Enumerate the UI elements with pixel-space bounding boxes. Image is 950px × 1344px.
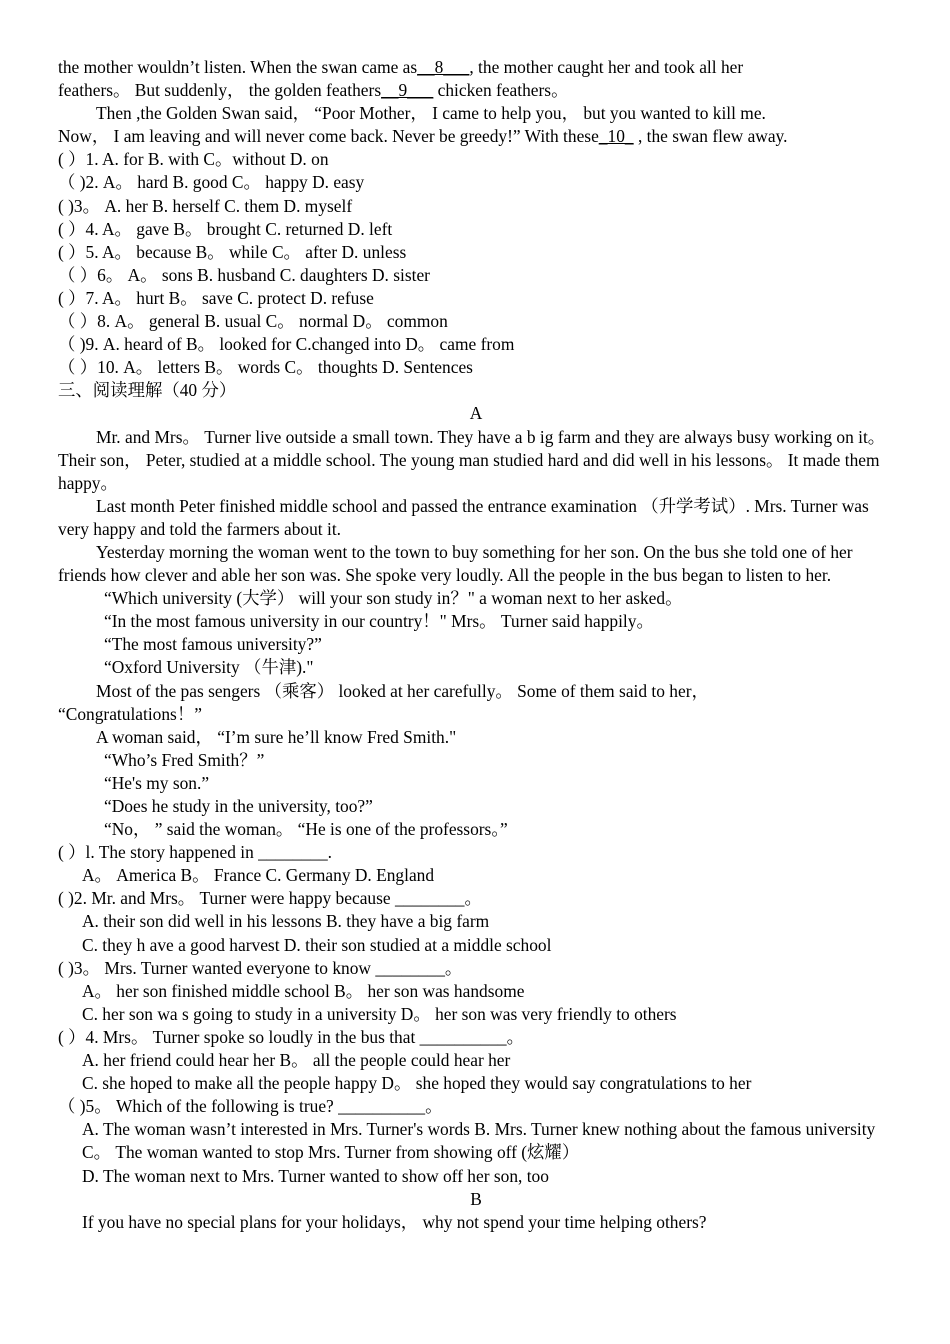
passage-a-para-4: Most of the pas sengers （乘客） looked at her carefully。 Some of them said to her， <box>96 680 709 701</box>
passage-a-para-1: Mr. and Mrs。 Turner live outside a small town. They have a b ig farm and they are always busy working on it。 Their son， Peter, studied at a middle school. The young man studied hard and did well in his lessons。 It made them happy。 <box>58 426 886 493</box>
passage-b-label: B <box>470 1188 482 1209</box>
reading-question-2-options-ab: A. their son did well in his lessons B. they have a big farm <box>82 911 490 932</box>
cloze-question-9: （ )9. A. heard of B。 looked for C.changed into D。 came from <box>58 334 515 355</box>
document-page <box>58 56 894 1234</box>
cloze-question-10: （ ）10. A。 letters B。 words C。 thoughts D. Sentences <box>58 357 473 378</box>
dialogue-line: “The most famous university?” <box>104 634 322 655</box>
reading-question-4: ( ）4. Mrs。 Turner spoke so loudly in the bus that __________。 <box>58 1026 524 1047</box>
reading-question-1-options: A。 America B。 France C. Germany D. England <box>82 865 435 886</box>
dialogue-line: “No， ” said the woman。 “He is one of the professors。” <box>104 819 508 840</box>
reading-question-1: ( ）l. The story happened in ________. <box>58 842 333 863</box>
dialogue-line: A woman said， “I’m sure he’ll know Fred Smith." <box>96 726 457 747</box>
cloze-line-4 <box>58 125 894 148</box>
blank-10: _10_ <box>598 126 634 147</box>
dialogue-line: “Does he study in the university, too?” <box>104 796 373 816</box>
text: A. The woman wasn’t interested in Mrs. Turner's words B. Mrs. Turner knew nothing about the famous university <box>82 1119 876 1140</box>
blank-9: __9___ <box>381 80 434 101</box>
blank-8: __8___ <box>417 57 470 77</box>
cloze-question-5: ( ）5. A。 because B。 while C。 after D. unless <box>58 241 407 262</box>
reading-question-5: （ )5。 Which of the following is true? __________。 <box>58 1096 443 1117</box>
reading-question-5-option-d: D. The woman next to Mrs. Turner wanted to show off her son, too <box>82 1165 549 1186</box>
cloze-question-6: （ ）6。 A。 sons B. husband C. daughters D. sister <box>58 264 430 285</box>
cloze-line-2 <box>58 79 894 102</box>
text: , the swan flew away. <box>637 126 788 147</box>
reading-question-3: ( )3。 Mrs. Turner wanted everyone to know ________。 <box>58 957 463 978</box>
text: , the mother caught her and took all her <box>469 57 744 77</box>
reading-question-5-options-ab <box>58 1118 894 1141</box>
text: Now， I am leaving and will never come back. Never be greedy!” With these <box>58 126 599 147</box>
reading-question-2: ( )2. Mr. and Mrs。 Turner were happy because ________。 <box>58 888 482 909</box>
cloze-question-1: ( ）1. A. for B. with C。without D. on <box>58 149 329 170</box>
cloze-question-3: ( )3。 A. her B. herself C. them D. myself <box>58 195 353 216</box>
passage-a-para-3: Yesterday morning the woman went to the town to buy something for her son. On the bus she told one of her friends how clever and able her son was. She spoke very loudly. All the people in the bus began to listen to her. <box>58 541 853 586</box>
text: feathers。 But suddenly， the golden feathers <box>58 80 382 101</box>
reading-question-2-options-cd: C. they h ave a good harvest D. their son studied at a middle school <box>82 934 552 955</box>
cloze-question-7: ( ）7. A。 hurt B。 save C. protect D. refuse <box>58 287 374 308</box>
cloze-line-1 <box>58 56 894 79</box>
reading-question-3-options-ab: A。 her son finished middle school B。 her son was handsome <box>82 980 525 1001</box>
passage-a-para-2: Last month Peter finished middle school and passed the entrance examination （升学考试）. Mrs. Turner was very happy and told the farmers about it. <box>58 495 869 539</box>
cloze-question-2: （ )2. A。 hard B. good C。 happy D. easy <box>58 172 365 193</box>
passage-b-para-1: If you have no special plans for your holidays， why not spend your time helping others? <box>82 1211 707 1232</box>
passage-a-label: A <box>469 403 483 424</box>
dialogue-line: “Oxford University （牛津)." <box>104 657 314 678</box>
dialogue-line: “He's my son.” <box>104 772 210 793</box>
cloze-question-8: （ ）8. A。 general B. usual C。 normal D。 common <box>58 311 448 332</box>
reading-question-3-options-cd: C. her son wa s going to study in a university D。 her son was very friendly to others <box>82 1003 677 1024</box>
reading-question-5-option-c: C。 The woman wanted to stop Mrs. Turner from showing off (炫耀） <box>82 1142 580 1163</box>
cloze-line-3: Then ,the Golden Swan said， “Poor Mother， I came to help you， but you wanted to kill me. <box>96 103 766 124</box>
dialogue-line: “Which university (大学） will your son study in？" a woman next to her asked。 <box>104 588 683 609</box>
cloze-question-4: ( ）4. A。 gave B。 brought C. returned D. left <box>58 218 393 239</box>
reading-question-4-options-ab: A. her friend could hear her B。 all the people could hear her <box>82 1050 511 1071</box>
section-heading: 三、阅读理解（40 分） <box>58 380 237 401</box>
text: the mother wouldn’t listen. When the swan came as <box>58 57 418 77</box>
dialogue-line: “Who’s Fred Smith？” <box>104 749 265 770</box>
text: chicken feathers。 <box>437 80 569 101</box>
dialogue-line: “Congratulations！” <box>58 703 202 724</box>
reading-question-4-options-cd: C. she hoped to make all the people happy D。 she hoped they would say congratulations to her <box>82 1073 752 1094</box>
dialogue-line: “In the most famous university in our country！" Mrs。 Turner said happily。 <box>104 611 654 632</box>
